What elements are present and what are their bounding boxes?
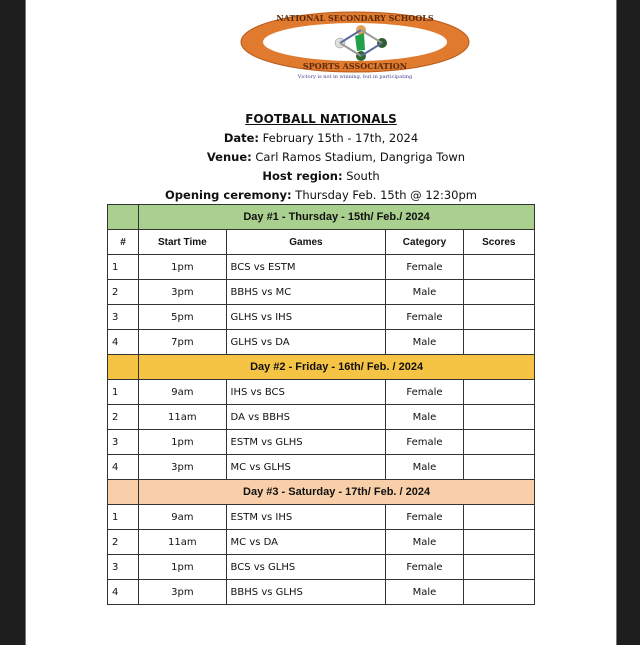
game: BCS vs ESTM: [226, 255, 386, 280]
game: DA vs BBHS: [226, 405, 386, 430]
score: [463, 430, 534, 455]
table-row: [108, 505, 535, 530]
venue-line: [26, 150, 616, 164]
schedule-table: [107, 204, 535, 605]
table-row: [108, 330, 535, 355]
start-time: 1pm: [139, 255, 226, 280]
start-time: 1pm: [139, 555, 226, 580]
score: [463, 405, 534, 430]
opening-value: Thursday Feb. 15th @ 12:30pm: [295, 188, 477, 202]
category: Male: [386, 580, 463, 605]
game: GLHS vs IHS: [226, 305, 386, 330]
table-row: [108, 280, 535, 305]
start-time: 5pm: [139, 305, 226, 330]
table-row: [108, 530, 535, 555]
opening-line: [26, 188, 616, 202]
game: BBHS vs MC: [226, 280, 386, 305]
start-time: 3pm: [139, 455, 226, 480]
date-label: Date:: [223, 131, 260, 145]
page-title: FOOTBALL NATIONALS: [245, 112, 397, 126]
score: [463, 555, 534, 580]
column-header-scores: Scores: [463, 230, 534, 255]
table-row: [108, 405, 535, 430]
table-row: [108, 305, 535, 330]
day-header: Day #2 - Friday - 16th/ Feb. / 2024: [139, 355, 535, 380]
date-line: [26, 131, 616, 145]
table-row: [108, 430, 535, 455]
game: GLHS vs DA: [226, 330, 386, 355]
score: [463, 255, 534, 280]
host-line: [26, 169, 616, 183]
table-row: [108, 555, 535, 580]
category: Male: [386, 530, 463, 555]
host-value: South: [346, 169, 380, 183]
row-num: 2: [108, 530, 139, 555]
game: MC vs GLHS: [226, 455, 386, 480]
day-header-row: [108, 355, 535, 380]
score: [463, 530, 534, 555]
start-time: 3pm: [139, 580, 226, 605]
table-row: [108, 255, 535, 280]
score: [463, 580, 534, 605]
column-header-start-time: Start Time: [139, 230, 226, 255]
game: IHS vs BCS: [226, 380, 386, 405]
game: ESTM vs GLHS: [226, 430, 386, 455]
score: [463, 380, 534, 405]
category: Female: [386, 305, 463, 330]
venue-value: Carl Ramos Stadium, Dangriga Town: [255, 150, 466, 164]
row-num: 2: [108, 280, 139, 305]
game: BBHS vs GLHS: [226, 580, 386, 605]
association-logo: [236, 8, 474, 80]
table-row: [108, 580, 535, 605]
document-page: [25, 0, 617, 645]
category: Male: [386, 280, 463, 305]
logo-motto: Victory is not in winning, but in participating: [297, 74, 413, 80]
table-row: [108, 455, 535, 480]
row-num: 1: [108, 380, 139, 405]
category: Female: [386, 430, 463, 455]
score: [463, 305, 534, 330]
game: ESTM vs IHS: [226, 505, 386, 530]
table-row: [108, 380, 535, 405]
category: Male: [386, 330, 463, 355]
category: Male: [386, 455, 463, 480]
day-header-row: [108, 205, 535, 230]
opening-label: Opening ceremony:: [165, 188, 292, 202]
score: [463, 280, 534, 305]
start-time: 1pm: [139, 430, 226, 455]
game: BCS vs GLHS: [226, 555, 386, 580]
score: [463, 505, 534, 530]
row-num: 2: [108, 405, 139, 430]
category: Female: [386, 380, 463, 405]
category: Male: [386, 405, 463, 430]
column-header-row: [108, 230, 535, 255]
game: MC vs DA: [226, 530, 386, 555]
category: Female: [386, 505, 463, 530]
start-time: 3pm: [139, 280, 226, 305]
start-time: 9am: [139, 505, 226, 530]
host-label: Host region:: [262, 169, 343, 183]
logo-bottom-text: SPORTS ASSOCIATION: [302, 61, 408, 71]
start-time: 11am: [139, 530, 226, 555]
start-time: 11am: [139, 405, 226, 430]
venue-label: Venue:: [206, 150, 252, 164]
day-header: Day #1 - Thursday - 15th/ Feb./ 2024: [139, 205, 535, 230]
day-header-row: [108, 480, 535, 505]
row-num: 1: [108, 255, 139, 280]
day-header: Day #3 - Saturday - 17th/ Feb. / 2024: [139, 480, 535, 505]
score: [463, 455, 534, 480]
category: Female: [386, 555, 463, 580]
column-header-games: Games: [226, 230, 386, 255]
row-num: 1: [108, 505, 139, 530]
date-value: February 15th - 17th, 2024: [262, 131, 419, 145]
row-num: 4: [108, 580, 139, 605]
category: Female: [386, 255, 463, 280]
start-time: 7pm: [139, 330, 226, 355]
row-num: 3: [108, 555, 139, 580]
row-num: 3: [108, 430, 139, 455]
row-num: 3: [108, 305, 139, 330]
row-num: 4: [108, 455, 139, 480]
column-header-category: Category: [386, 230, 463, 255]
logo-top-text: NATIONAL SECONDARY SCHOOLS: [276, 13, 434, 23]
row-num: 4: [108, 330, 139, 355]
column-header-num: #: [108, 230, 139, 255]
start-time: 9am: [139, 380, 226, 405]
score: [463, 330, 534, 355]
